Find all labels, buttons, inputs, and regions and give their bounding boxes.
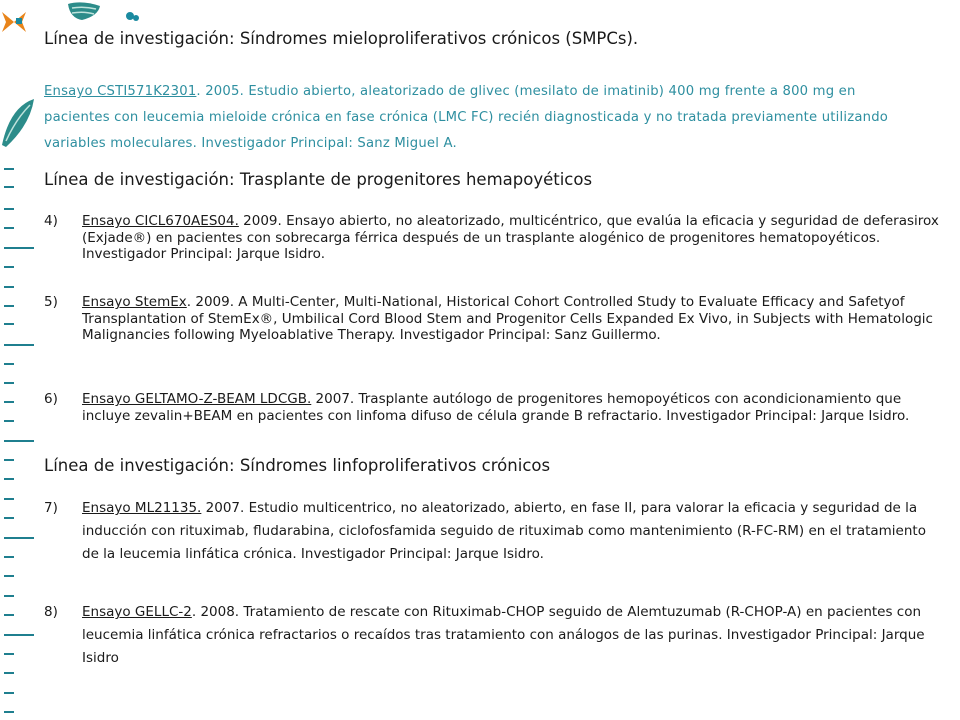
study-description: . 2005. Estudio abierto, aleatorizado de glivec (mesilato de imatinib) 400 mg frente a 800 mg en pacientes con leucemia mieloide crónica en fase crónica (LMC FC) recién diagnosticada y no tratada previamente utilizando variables moleculares. Investigador Principal: Sanz Miguel A.: [44, 84, 889, 151]
list-item: [44, 391, 944, 424]
item-number: 7): [44, 500, 58, 516]
study-name: Ensayo GELLC-2: [82, 604, 192, 620]
study-name: Ensayo StemEx: [82, 294, 187, 310]
list-item: [44, 497, 944, 566]
section-heading-smpc: Línea de investigación: Síndromes mieloproliferativos crónicos (SMPCs).: [44, 29, 639, 48]
section-heading-linfoproliferativos: Línea de investigación: Síndromes linfoproliferativos crónicos: [44, 456, 551, 475]
study-name: Ensayo ML21135.: [82, 500, 202, 516]
study-description: 2009. Ensayo abierto, no aleatorizado, multicéntrico, que evalúa la eficacia y seguridad de deferasirox (Exjade®) en pacientes con sobrecarga férrica después de un trasplante alogénico de progenitores hematopoyéticos. Investigador Principal: Jarque Isidro.: [82, 213, 939, 262]
item-number: 5): [44, 294, 58, 310]
item-number: 6): [44, 391, 58, 407]
study-name: Ensayo GELTAMO-Z-BEAM LDCGB.: [82, 391, 312, 407]
study-paragraph-csti571k2301: [44, 79, 924, 157]
section-heading-trasplante: Línea de investigación: Trasplante de progenitores hemapoyéticos: [44, 170, 593, 189]
list-item: [44, 213, 944, 263]
item-number: 4): [44, 213, 58, 229]
study-description: . 2009. A Multi-Center, Multi-National, Historical Cohort Controlled Study to Evaluate Efficacy and Safetyof Transplantation of StemEx®, Umbilical Cord Blood Stem and Progenitor Cells Expanded Ex Vivo, in Subjects with Hematologic Malignancies following Myeloablative Therapy. Investigador Principal: Sanz Guillermo.: [82, 294, 933, 343]
item-number: 8): [44, 604, 58, 620]
left-rule: [0, 168, 40, 720]
study-description: 2007. Trasplante autólogo de progenitores hemopoyéticos con acondicionamiento que incluye zevalin+BEAM en pacientes con linfoma difuso de célula grande B refractario. Investigador Principal: Jarque Isidro.: [82, 391, 910, 424]
study-name: Ensayo CICL670AES04.: [82, 213, 239, 229]
study-description: . 2008. Tratamiento de rescate con Rituximab-CHOP seguido de Alemtuzumab (R-CHOP-A) en pacientes con leucemia linfática crónica refractarios o recaídos tras tratamiento con análogos de las purinas. Investigador Principal: Jarque Isidro: [82, 604, 925, 666]
study-link-csti571k2301[interactable]: Ensayo CSTI571K2301: [44, 84, 197, 99]
study-description: 2007. Estudio multicentrico, no aleatorizado, abierto, en fase II, para valorar la eficacia y seguridad de la inducción con rituximab, fludarabina, ciclofosfamida seguido de rituximab como mantenimiento (R-FC-RM) en el tratamiento de la leucemia linfática crónica. Investigador Principal: Jarque Isidro.: [82, 500, 926, 562]
list-item: [44, 601, 944, 670]
list-item: [44, 294, 944, 344]
leaf-icon: [0, 95, 40, 155]
